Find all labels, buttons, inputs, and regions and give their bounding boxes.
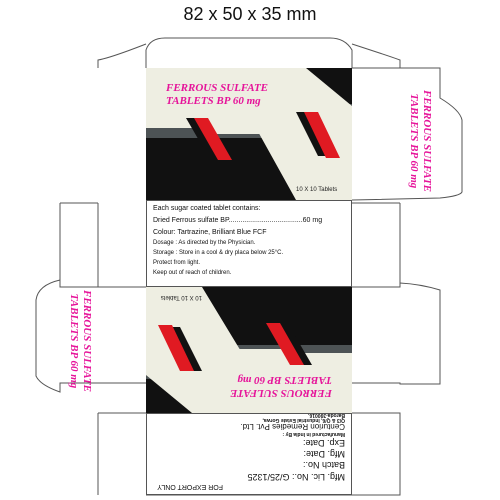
front-product-line2: TABLETS BP 60 mg [166,95,261,107]
right-dust-flap-top [352,44,400,68]
right-side-text [407,81,433,201]
top-tuck-flap [146,38,352,68]
info-panel [146,200,352,287]
back-product-line1: FERROUS SULFATE [230,387,332,399]
back-pack-size: 10 X 10 Tablets [160,294,202,300]
bottom-panel [146,413,352,495]
left-side-line1: FERROUS SULFATE [81,290,93,392]
address-line1: Q/3 & Q/6, Industrial Estate Gorwa, [262,417,345,423]
left-side-line2: TABLETS BP 60 mg [68,293,80,389]
left-dust-flap [98,44,146,68]
back-product-line2: TABLETS BP 60 mg [237,374,332,386]
info-heading: Each sugar coated tablet contains: [153,205,261,212]
company-name: Centurion Remedies Pvt. Ltd. [240,422,345,431]
info-dosage: Dosage : As directed by the Physician. [153,240,256,246]
right-side-line2: TABLETS BP 60 mg [408,93,420,189]
manufactured-by: Manufactured in India By : [282,431,345,437]
front-panel [146,68,352,200]
address-line2: Baroda-390016. [308,412,345,418]
export-only: FOR EXPORT ONLY [157,483,223,490]
exp-date: Exp. Date: [302,438,345,448]
info-protect: Protect from light. [153,260,201,266]
info-keep-out: Keep out of reach of children. [153,270,232,276]
front-pack-size: 10 X 10 Tablets [296,187,338,193]
right-side-line1: FERROUS SULFATE [421,90,433,192]
mfg-date: Mfg. Date: [303,449,345,459]
batch-no: Batch No.: [302,460,345,470]
info-storage: Storage : Store in a cool & dry placa below 25°C. [153,250,284,256]
left-side-text [67,281,93,401]
mfg-lic: Mfg. Lic. No.: G/25/1325 [247,472,345,482]
info-ingredient: Dried Ferrous sulfate BP......................................60 mg [153,217,323,224]
front-product-line1: FERROUS SULFATE [166,82,268,94]
back-panel [146,287,352,413]
info-colour: Colour: Tartrazine, Brilliant Blue FCF [153,229,267,236]
dimension-title: 82 x 50 x 35 mm [183,4,317,24]
